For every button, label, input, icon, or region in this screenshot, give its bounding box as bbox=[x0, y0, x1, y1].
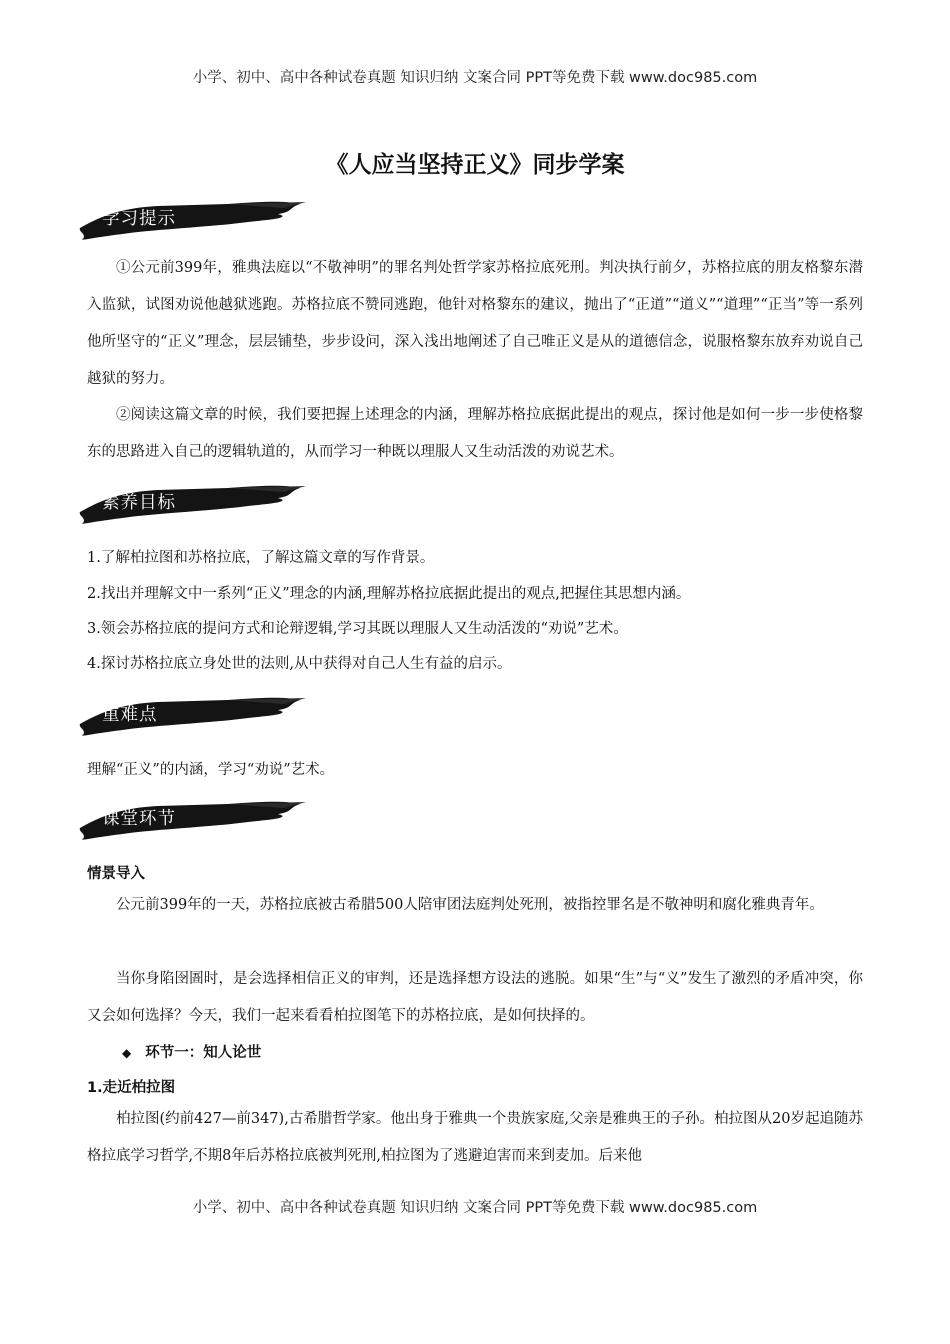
step-title: 环节一：知人论世 bbox=[145, 1045, 262, 1061]
section-banner-class bbox=[78, 798, 308, 842]
goal-item: 3.领会苏格拉底的提问方式和论辩逻辑,学习其既以理服人又生动活泼的“劝说”艺术。 bbox=[87, 621, 628, 637]
page-header: 小学、初中、高中各种试卷真题 知识归纳 文案合同 PPT等免费下载 www.doc985.com bbox=[192, 70, 758, 86]
section-banner-tips bbox=[78, 198, 308, 242]
section-heading: 素养目标 bbox=[102, 493, 176, 513]
section-banner-goals bbox=[78, 482, 308, 526]
tips-paragraph-1: ①公元前399年，雅典法庭以“不敬神明”的罪名判处哲学家苏格拉底死刑。判决执行前夕，苏格拉底的朋友格黎东潜入监狱，试图劝说他越狱逃跑。苏格拉底不赞同逃跑，他针对格黎东的建议，抛出了“正道”“道义”“道理”“正当”等一系列他所坚守的“正义”理念，层层铺垫，步步设问，深入浅出地阐述了自己唯正义是从的道德信念，说服格黎东放弃劝说自己越狱的努力。 bbox=[87, 260, 863, 387]
intro-label: 情景导入 bbox=[87, 866, 145, 882]
step-heading bbox=[122, 1041, 912, 1062]
section-heading: 课堂环节 bbox=[102, 809, 176, 829]
diamond-bullet-icon: ◆ bbox=[122, 1046, 132, 1060]
plato-paragraph: 柏拉图(约前427—前347),古希腊哲学家。他出身于雅典一个贵族家庭,父亲是雅典王的子孙。柏拉图从20岁起追随苏格拉底学习哲学,不期8年后苏格拉底被判死刑,柏拉图为了逃避迫害而来到麦加。后来他 bbox=[87, 1111, 863, 1164]
intro-paragraph-2: 当你身陷囹圄时，是会选择相信正义的审判，还是选择想方设法的逃脱。如果“生”与“义”发生了激烈的矛盾冲突，你又会如何选择？今天，我们一起来看看柏拉图笔下的苏格拉底，是如何抉择的。 bbox=[87, 971, 863, 1024]
goal-item: 2.找出并理解文中一系列“正义”理念的内涵,理解苏格拉底据此提出的观点,把握住其思想内涵。 bbox=[87, 586, 691, 602]
key-text: 理解“正义”的内涵，学习“劝说”艺术。 bbox=[87, 762, 335, 778]
goal-item: 4.探讨苏格拉底立身处世的法则,从中获得对自己人生有益的启示。 bbox=[87, 656, 512, 672]
section-banner-key bbox=[78, 694, 308, 738]
goal-item: 1.了解柏拉图和苏格拉底，了解这篇文章的写作背景。 bbox=[87, 550, 435, 566]
intro-paragraph-1: 公元前399年的一天，苏格拉底被古希腊500人陪审团法庭判处死刑，被指控罪名是不敬神明和腐化雅典青年。 bbox=[116, 897, 824, 913]
section-heading: 重难点 bbox=[102, 705, 158, 725]
page-footer: 小学、初中、高中各种试卷真题 知识归纳 文案合同 PPT等免费下载 www.doc985.com bbox=[192, 1200, 758, 1216]
tips-paragraph-2: ②阅读这篇文章的时候，我们要把握上述理念的内涵，理解苏格拉底据此提出的观点，探讨他是如何一步一步使格黎东的思路进入自己的逻辑轨道的，从而学习一种既以理服人又生动活泼的劝说艺术。 bbox=[87, 407, 863, 460]
page-title: 《人应当坚持正义》同步学案 bbox=[325, 152, 625, 178]
section-heading: 学习提示 bbox=[102, 209, 176, 229]
subheading: 1.走近柏拉图 bbox=[87, 1080, 176, 1096]
